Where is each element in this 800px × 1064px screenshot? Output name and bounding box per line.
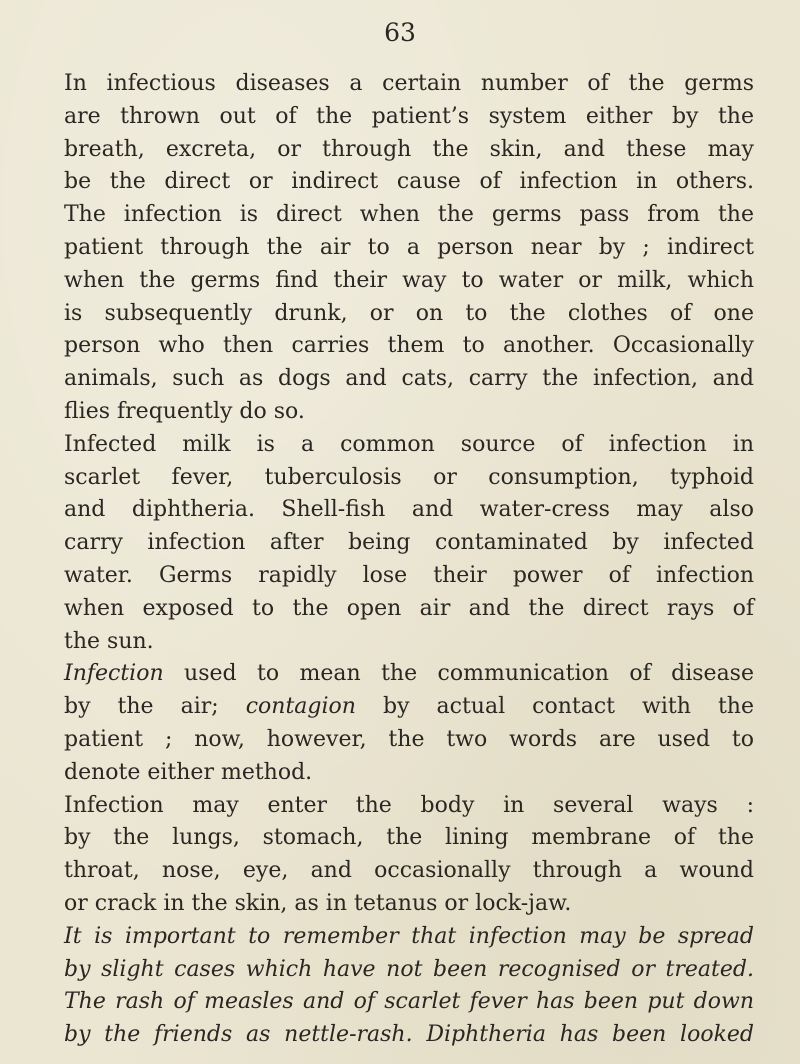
- text-line: Infected milk is a common source of infection in: [64, 431, 754, 457]
- text-line: [64, 691, 754, 724]
- text-line: flies frequently do so.: [64, 398, 305, 424]
- paragraph-1: [64, 68, 754, 429]
- paragraph-4: [64, 790, 754, 921]
- paragraph-5-italic: [64, 921, 754, 1052]
- text-segment: by actual contact with the: [355, 694, 754, 720]
- text-line: be the direct or indirect cause of infection in others.: [64, 169, 754, 195]
- text-line: is subsequently drunk, or on to the clothes of one: [64, 300, 754, 326]
- text-line: patient through the air to a person near by ; indirect: [64, 234, 754, 260]
- text-line: [64, 658, 754, 691]
- text-line: the sun.: [64, 628, 154, 654]
- text-line: The rash of measles and of scarlet fever has been put down: [64, 989, 754, 1015]
- text-line: animals, such as dogs and cats, carry the infection, and: [64, 366, 754, 392]
- text-line: are thrown out of the patient’s system either by the: [64, 103, 754, 129]
- text-line: breath, excreta, or through the skin, and these may: [64, 136, 754, 162]
- text-line: patient ; now, however, the two words are used to: [64, 726, 754, 752]
- body-text: [64, 68, 754, 1052]
- text-line: throat, nose, eye, and occasionally through a wound: [64, 858, 754, 884]
- text-line: person who then carries them to another. Occasionally: [64, 333, 754, 359]
- text-line: The infection is direct when the germs pass from the: [64, 202, 754, 228]
- term-contagion: contagion: [245, 694, 356, 720]
- paragraph-2: [64, 429, 754, 659]
- page-number: 63: [384, 18, 416, 47]
- text-line: scarlet fever, tuberculosis or consumption, typhoid: [64, 464, 754, 490]
- text-segment: used to mean the communication of disease: [163, 661, 754, 687]
- text-line: and diphtheria. Shell-fish and water-cress may also: [64, 497, 754, 523]
- text-line: when exposed to the open air and the direct rays of: [64, 595, 754, 621]
- text-line: when the germs find their way to water or milk, which: [64, 267, 754, 293]
- text-line: It is important to remember that infection may be spread: [64, 923, 754, 949]
- text-line: by the lungs, stomach, the lining membrane of the: [64, 825, 754, 851]
- text-line: water. Germs rapidly lose their power of infection: [64, 562, 754, 588]
- text-line: by slight cases which have not been recognised or treated.: [64, 956, 754, 982]
- text-line: Infection may enter the body in several ways :: [64, 792, 754, 818]
- text-line: or crack in the skin, as in tetanus or lock-jaw.: [64, 890, 572, 916]
- text-line: carry infection after being contaminated by infected: [64, 530, 754, 556]
- text-segment: by the air;: [64, 694, 246, 720]
- text-line: In infectious diseases a certain number of the germs: [64, 71, 754, 96]
- term-infection: Infection: [64, 661, 164, 687]
- text-line: by the friends as nettle-rash. Diphtheria has been looked: [64, 1022, 754, 1048]
- text-line: denote either method.: [64, 759, 313, 785]
- paragraph-3: [64, 658, 754, 789]
